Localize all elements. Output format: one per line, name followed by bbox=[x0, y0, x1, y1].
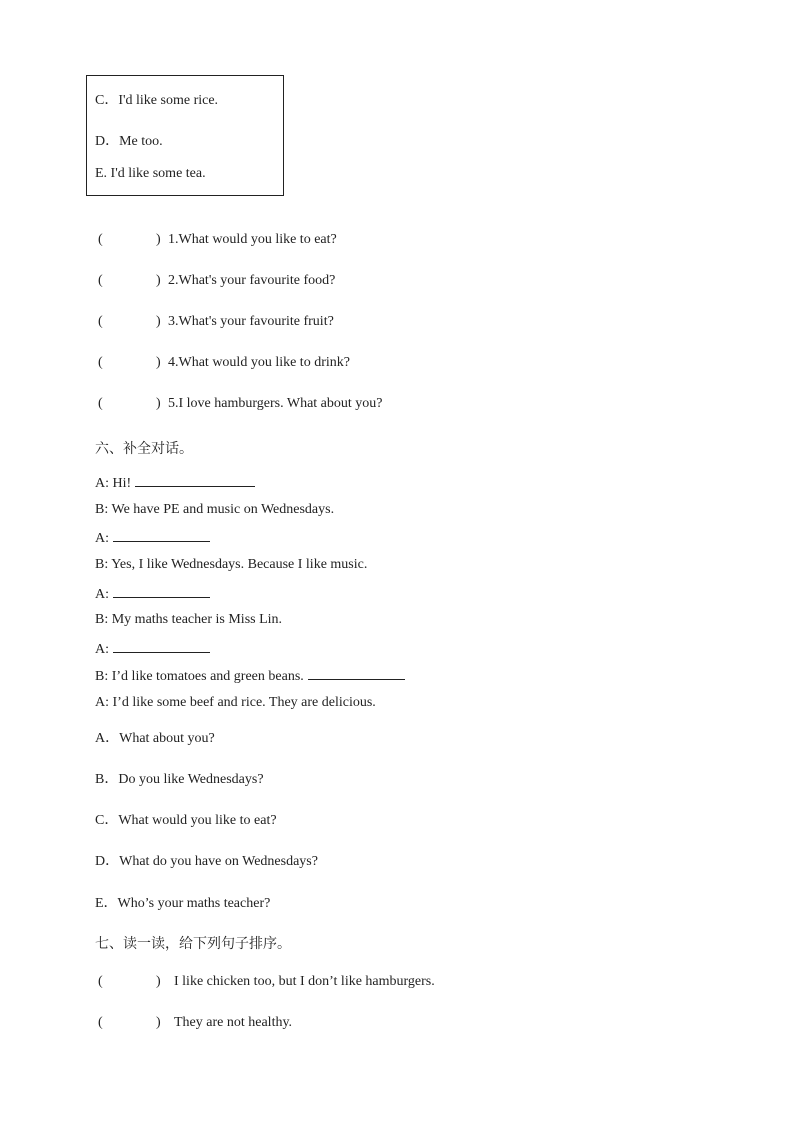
paren-close: ) bbox=[156, 232, 161, 247]
dialogue-line: B: Yes, I like Wednesdays. Because I like music. bbox=[95, 557, 368, 572]
paren-close: ) bbox=[156, 396, 161, 411]
dialogue-option-b: B．Do you like Wednesdays? bbox=[95, 772, 264, 787]
dialogue-option-a: A．What about you? bbox=[95, 731, 215, 746]
match-question-row bbox=[98, 232, 478, 250]
match-question-row bbox=[98, 396, 478, 414]
question-text: 2.What's your favourite food? bbox=[168, 273, 336, 288]
dialogue-option-e: E．Who’s your maths teacher? bbox=[95, 896, 271, 911]
paren-open: ( bbox=[98, 273, 103, 288]
paren-open: ( bbox=[98, 314, 103, 329]
dialogue-line: B: My maths teacher is Miss Lin. bbox=[95, 612, 283, 627]
match-question-row bbox=[98, 314, 478, 332]
dialogue-option-d: D．What do you have on Wednesdays? bbox=[95, 854, 318, 869]
section-seven-title: 七、读一读，给下列句子排序。 bbox=[95, 936, 291, 952]
dialogue-line bbox=[95, 474, 255, 492]
dialogue-line: B: We have PE and music on Wednesdays. bbox=[95, 502, 335, 517]
paren-close: ) bbox=[156, 355, 161, 370]
answer-options-box bbox=[86, 75, 284, 196]
question-text: 4.What would you like to drink? bbox=[168, 355, 350, 370]
dialogue-text: A: bbox=[95, 531, 109, 546]
answer-blank[interactable] bbox=[113, 585, 210, 598]
paren-close: ) bbox=[156, 1015, 161, 1030]
paren-open: ( bbox=[98, 1015, 103, 1030]
ordering-row bbox=[98, 974, 498, 992]
dialogue-text: A: bbox=[95, 642, 109, 657]
dialogue-line bbox=[95, 640, 210, 658]
question-text: 5.I love hamburgers. What about you? bbox=[168, 396, 383, 411]
answer-blank[interactable] bbox=[135, 474, 255, 487]
question-text: 1.What would you like to eat? bbox=[168, 232, 337, 247]
dialogue-text: B: I’d like tomatoes and green beans. bbox=[95, 669, 304, 684]
match-question-row bbox=[98, 355, 478, 373]
question-text: 3.What's your favourite fruit? bbox=[168, 314, 334, 329]
section-six-title: 六、补全对话。 bbox=[95, 441, 193, 457]
match-question-row bbox=[98, 273, 478, 291]
dialogue-option-c: C．What would you like to eat? bbox=[95, 813, 277, 828]
dialogue-text: A: bbox=[95, 587, 109, 602]
option-c: C．I'd like some rice. bbox=[95, 93, 219, 108]
paren-close: ) bbox=[156, 314, 161, 329]
option-d: D．Me too. bbox=[95, 134, 163, 149]
paren-open: ( bbox=[98, 232, 103, 247]
dialogue-line bbox=[95, 585, 210, 603]
ordering-sentence: I like chicken too, but I don’t like hamburgers. bbox=[174, 974, 435, 989]
dialogue-line bbox=[95, 667, 405, 685]
answer-blank[interactable] bbox=[113, 640, 210, 653]
paren-close: ) bbox=[156, 273, 161, 288]
option-e: E. I'd like some tea. bbox=[95, 166, 206, 181]
paren-close: ) bbox=[156, 974, 161, 989]
paren-open: ( bbox=[98, 974, 103, 989]
answer-blank[interactable] bbox=[308, 667, 405, 680]
paren-open: ( bbox=[98, 396, 103, 411]
answer-blank[interactable] bbox=[113, 529, 210, 542]
paren-open: ( bbox=[98, 355, 103, 370]
dialogue-text: A: Hi! bbox=[95, 476, 132, 491]
dialogue-line: A: I’d like some beef and rice. They are delicious. bbox=[95, 695, 376, 710]
ordering-row bbox=[98, 1015, 498, 1033]
dialogue-line bbox=[95, 529, 210, 547]
ordering-sentence: They are not healthy. bbox=[174, 1015, 293, 1030]
